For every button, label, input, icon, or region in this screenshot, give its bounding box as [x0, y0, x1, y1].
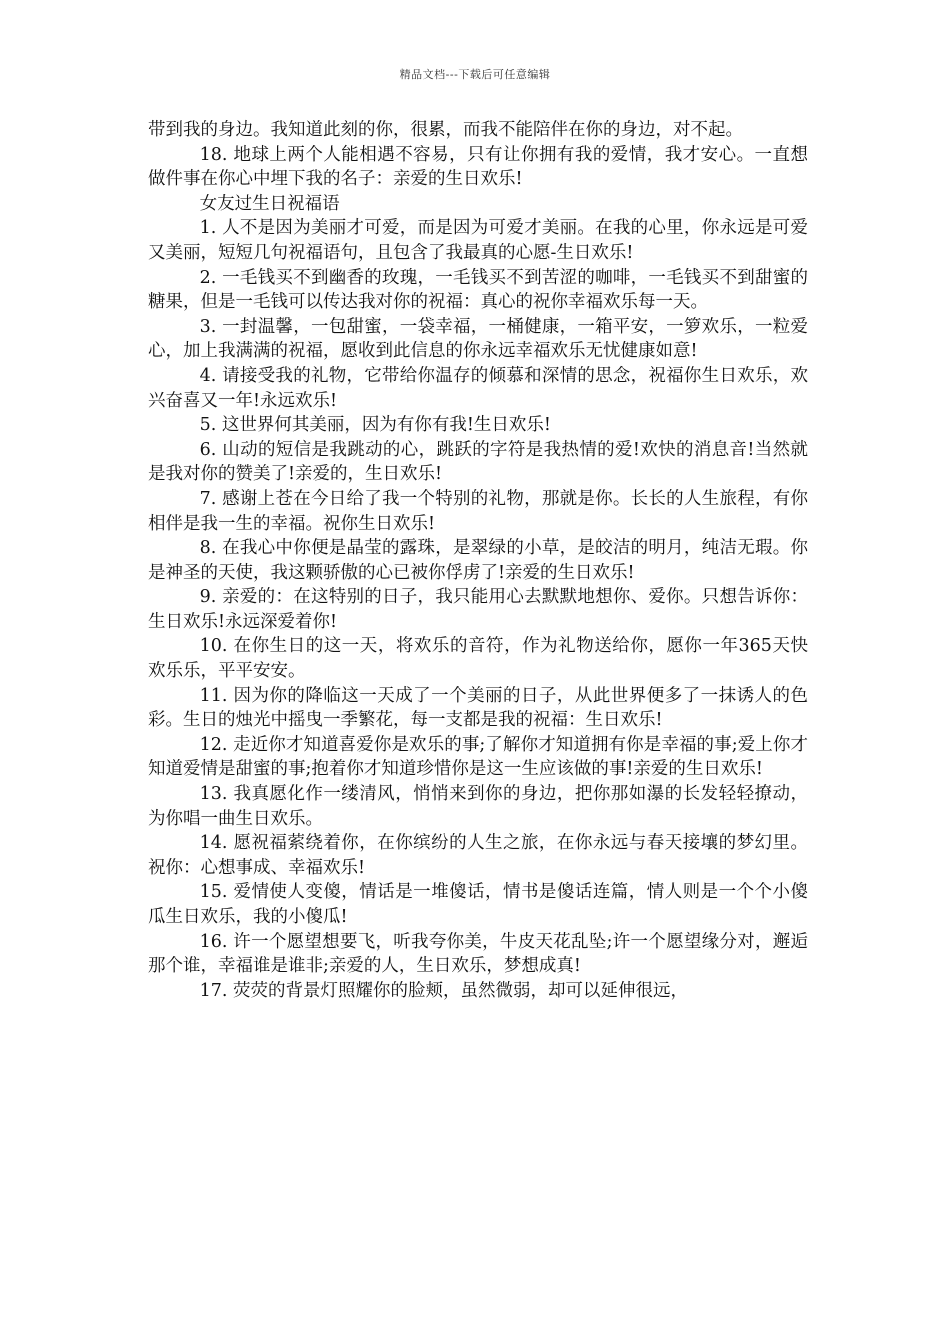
paragraph: 1. 人不是因为美丽才可爱，而是因为可爱才美丽。在我的心里，你永远是可爱又美丽，短短几句祝福语句，且包含了我最真的心愿-生日欢乐! — [148, 218, 808, 263]
paragraph: 8. 在我心中你便是晶莹的露珠，是翠绿的小草，是皎洁的明月，纯洁无瑕。你是神圣的天使，我这颗骄傲的心已被你俘虏了!亲爱的生日欢乐! — [148, 538, 808, 583]
paragraph: 15. 爱情使人变傻，情话是一堆傻话，情书是傻话连篇，情人则是一个个小傻瓜生日欢乐，我的小傻瓜! — [148, 882, 808, 927]
paragraph: 11. 因为你的降临这一天成了一个美丽的日子，从此世界便多了一抹诱人的色彩。生日的烛光中摇曳一季繁花，每一支都是我的祝福：生日欢乐! — [148, 685, 808, 731]
paragraph: 9. 亲爱的：在这特别的日子，我只能用心去默默地想你、爱你。只想告诉你：生日欢乐!永远深爱着你! — [148, 587, 808, 632]
paragraph: 14. 愿祝福萦绕着你，在你缤纷的人生之旅，在你永远与春天接壤的梦幻里。祝你：心想事成、幸福欢乐! — [148, 833, 808, 878]
paragraph: 4. 请接受我的礼物，它带给你温存的倾慕和深情的思念，祝福你生日欢乐，欢兴奋喜又一年!永远欢乐! — [148, 365, 808, 411]
paragraph: 带到我的身边。我知道此刻的你，很累，而我不能陪伴在你的身边，对不起。 — [148, 120, 743, 140]
paragraph: 6. 山动的短信是我跳动的心，跳跃的字符是我热情的爱!欢快的消息音!当然就是我对你的赞美了!亲爱的，生日欢乐! — [148, 439, 808, 485]
paragraph: 女友过生日祝福语 — [199, 193, 340, 214]
paragraph: 2. 一毛钱买不到幽香的玫瑰，一毛钱买不到苦涩的咖啡，一毛钱买不到甜蜜的糖果，但是一毛钱可以传达我对你的祝福：真心的祝你幸福欢乐每一天。 — [148, 267, 808, 313]
paragraph: 3. 一封温馨，一包甜蜜，一袋幸福，一桶健康，一箱平安，一箩欢乐，一粒爱心，加上我满满的祝福，愿收到此信息的你永远幸福欢乐无忧健康如意! — [148, 316, 808, 362]
paragraph: 17. 荧荧的背景灯照耀你的脸颊，虽然微弱，却可以延伸很远， — [199, 980, 689, 1001]
page-header: 精品文档---下载后可任意编辑 — [399, 68, 551, 81]
paragraph: 12. 走近你才知道喜爱你是欢乐的事;了解你才知道拥有你是幸福的事;爱上你才知道爱情是甜蜜的事;抱着你才知道珍惜你是这一生应该做的事!亲爱的生日欢乐! — [148, 734, 808, 780]
paragraph: 18. 地球上两个人能相遇不容易，只有让你拥有我的爱情，我才安心。一直想做件事在你心中埋下我的名子：亲爱的生日欢乐! — [148, 144, 808, 190]
paragraph: 13. 我真愿化作一缕清风，悄悄来到你的身边，把你那如瀑的长发轻轻撩动，为你唱一曲生日欢乐。 — [148, 784, 808, 829]
paragraph: 10. 在你生日的这一天，将欢乐的音符，作为礼物送给你，愿你一年365天快欢乐乐，平平安安。 — [148, 636, 808, 682]
paragraph: 16. 许一个愿望想要飞，听我夸你美，牛皮天花乱坠;许一个愿望缘分对，邂逅那个谁，幸福谁是谁非;亲爱的人，生日欢乐，梦想成真! — [148, 931, 808, 977]
paragraph: 7. 感谢上苍在今日给了我一个特别的礼物，那就是你。长长的人生旅程，有你相伴是我一生的幸福。祝你生日欢乐! — [148, 488, 808, 534]
document-body — [148, 118, 808, 1003]
paragraph: 5. 这世界何其美丽，因为有你有我!生日欢乐! — [199, 415, 551, 436]
